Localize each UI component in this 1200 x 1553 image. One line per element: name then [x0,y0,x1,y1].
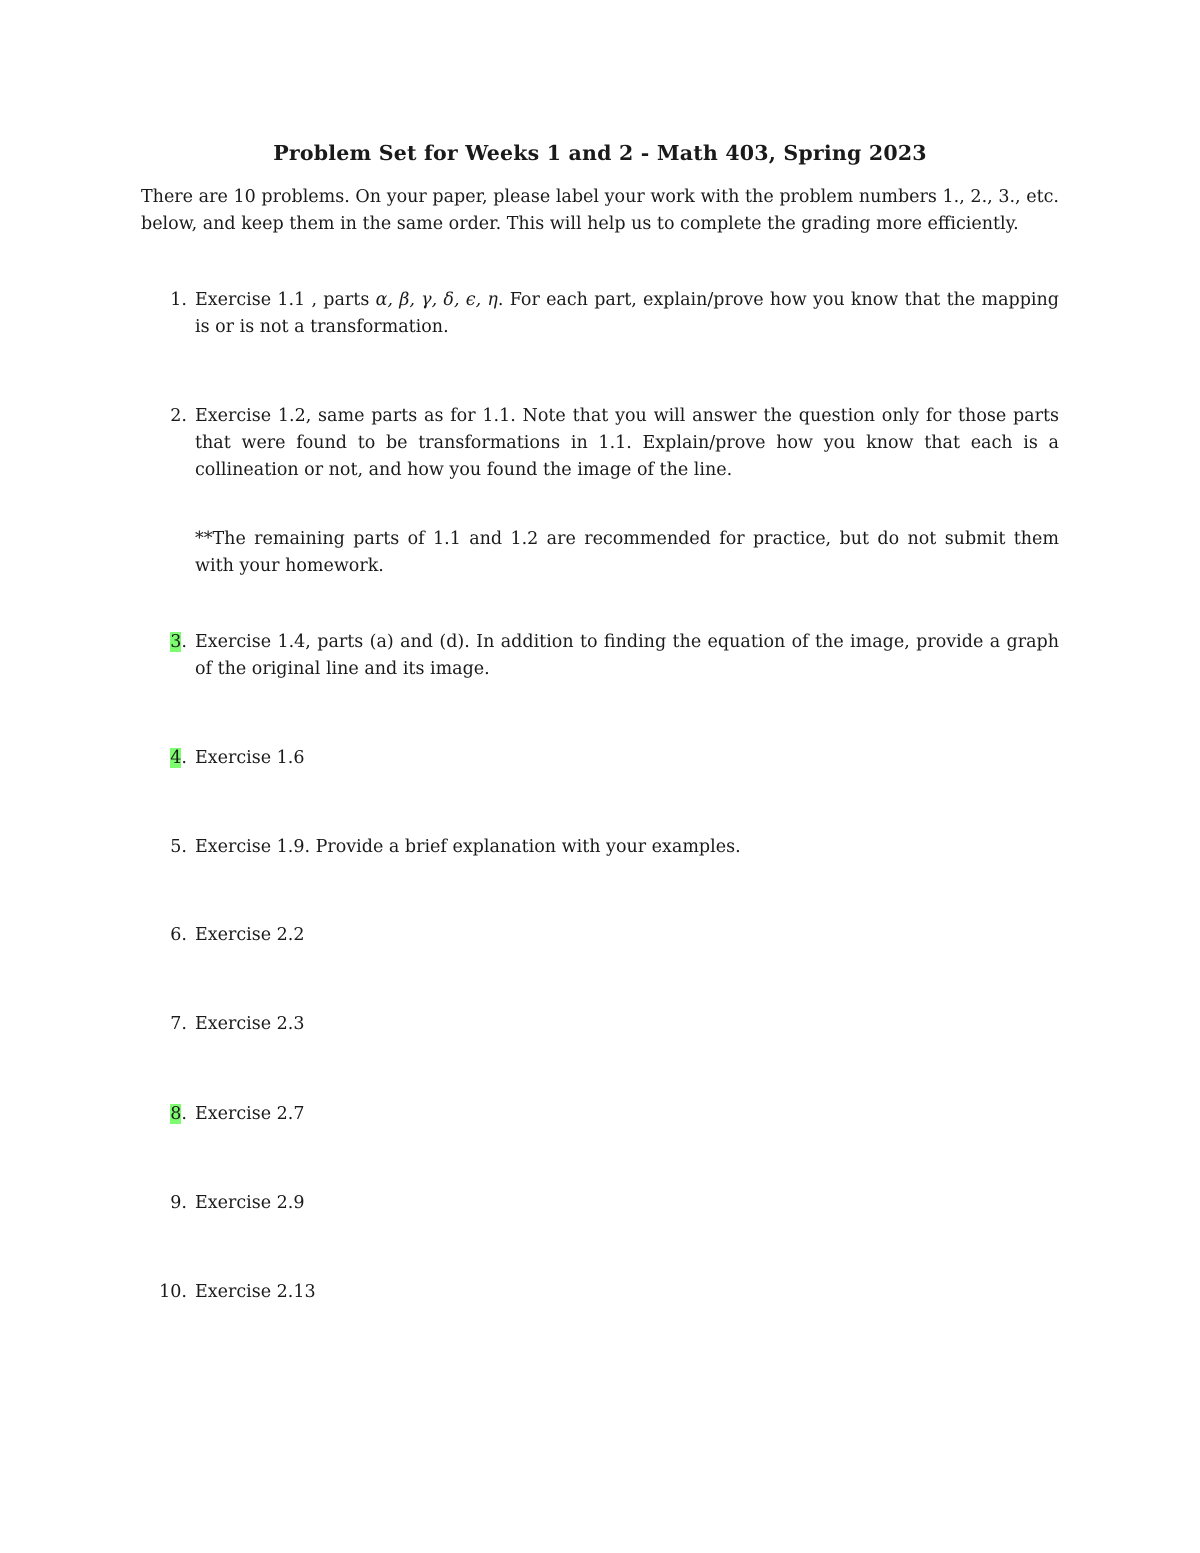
problem-text-3: Exercise 1.4, parts (a) and (d). In addition to finding the equation of the image, provide a graph of the original line and its image. [195,632,1059,679]
problem-item-9 [141,1190,1059,1217]
problem-text-6: Exercise 2.2 [195,925,305,945]
problem-item-6 [141,922,1059,949]
highlight-mark: 3 [170,632,182,652]
intro-paragraph: There are 10 problems. On your paper, please label your work with the problem numbers 1., 2., 3., etc. below, and keep them in the same order. This will help us to complete the grading more efficiently. [141,187,1059,234]
problem-number-3: 3. [170,632,187,652]
problem-item-5 [141,834,1059,861]
problem-number-10: 10. [159,1282,187,1302]
problem-text-2: Exercise 1.2, same parts as for 1.1. Note that you will answer the question only for those parts that were found to be transformations in 1.1. Explain/prove how you know that each is a collineation or not, and how you found the image of the line. [195,406,1059,480]
problem-item-4 [141,745,1059,772]
problem-number-1: 1. [170,290,187,310]
problem-text-5: Exercise 1.9. Provide a brief explanation with your examples. [195,837,741,857]
problem-item-10 [141,1279,1059,1306]
problem-text-8: Exercise 2.7 [195,1104,305,1124]
problem-number-4: 4. [170,748,187,768]
problem-number-8: 8. [170,1104,187,1124]
problem-item-3 [141,629,1059,683]
highlight-mark: 8 [170,1104,182,1124]
problem-number-9: 9. [170,1193,187,1213]
problem-text-7: Exercise 2.3 [195,1014,305,1034]
problem-number-2: 2. [170,406,187,426]
problem-item-1 [141,287,1059,341]
problem-text-1: Exercise 1.1 , parts α, β, γ, δ, ϵ, η. For each part, explain/prove how you know that the mapping is or is not a transformation. [195,290,1060,337]
problem-number-7: 7. [170,1014,187,1034]
problem-item-7 [141,1011,1059,1038]
problem-number-6: 6. [170,925,187,945]
problem-text-9: Exercise 2.9 [195,1193,305,1213]
highlight-mark: 4 [170,748,182,768]
problem-note-2: **The remaining parts of 1.1 and 1.2 are recommended for practice, but do not submit them with your homework. [195,529,1059,576]
problem-text-4: Exercise 1.6 [195,748,305,768]
problem-item-2 [141,403,1059,580]
page-title: Problem Set for Weeks 1 and 2 - Math 403, Spring 2023 [273,141,927,165]
problem-item-8 [141,1101,1059,1128]
problem-text-10: Exercise 2.13 [195,1282,316,1302]
problem-number-5: 5. [170,837,187,857]
